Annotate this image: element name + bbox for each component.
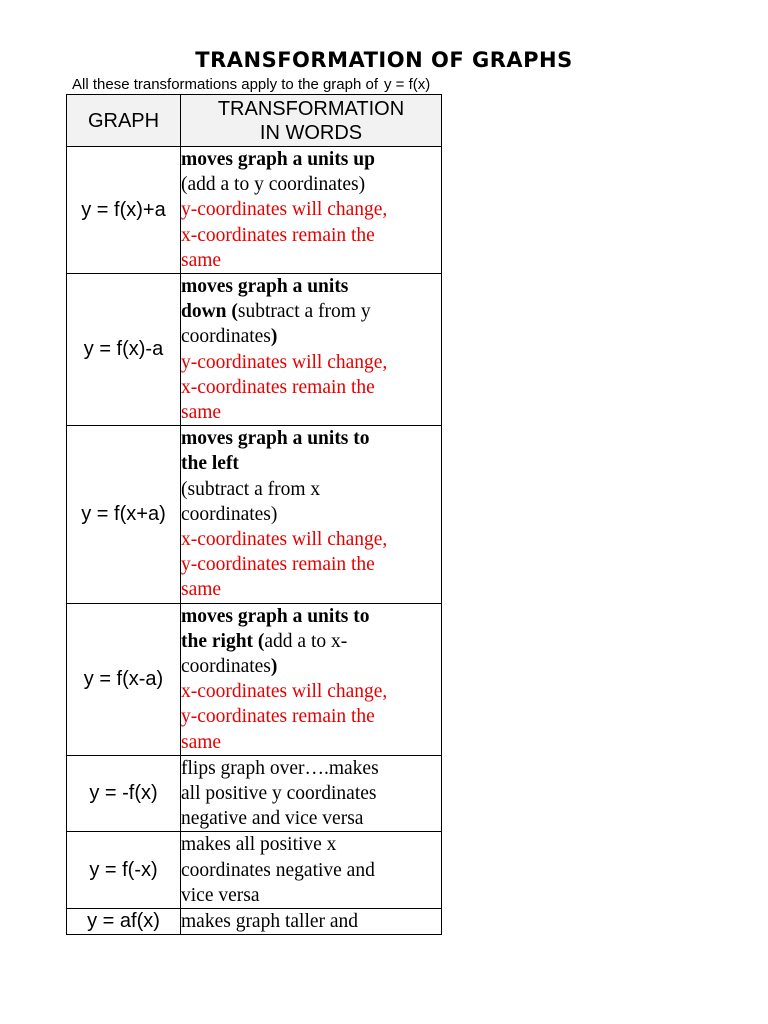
description-text: flips graph over….makes xyxy=(181,757,379,779)
description-text: ) xyxy=(270,656,278,678)
description-text: coordinates negative and xyxy=(181,859,375,881)
description-text: moves graph a units to xyxy=(181,605,370,627)
description-note: y-coordinates remain the xyxy=(181,706,375,728)
description-line xyxy=(181,172,441,197)
table-row xyxy=(67,755,442,832)
graph-cell: y = f(-x) xyxy=(67,832,181,909)
description-text: makes graph taller and xyxy=(181,911,359,933)
description-note: x-coordinates will change, xyxy=(181,529,388,551)
table-row xyxy=(67,909,442,935)
description-line xyxy=(181,654,441,679)
description-text: (subtract a from x xyxy=(181,478,321,500)
document-title: TRANSFORMATION OF GRAPHS xyxy=(195,48,573,72)
description-line xyxy=(181,527,441,552)
description-note: same xyxy=(181,579,222,601)
table-body xyxy=(67,147,442,935)
description-line xyxy=(181,223,441,248)
description-note: same xyxy=(181,249,222,271)
description-text: coordinates) xyxy=(181,503,278,525)
transformation-description xyxy=(181,426,442,603)
table-row xyxy=(67,832,442,909)
description-text: subtract a from y xyxy=(237,301,371,323)
description-line xyxy=(181,730,441,755)
description-text: moves graph a units to xyxy=(181,428,370,450)
description-line xyxy=(181,552,441,577)
description-text: the right ( xyxy=(181,630,265,652)
graph-cell: y = af(x) xyxy=(67,909,181,935)
transformation-table xyxy=(66,94,442,935)
transformation-description xyxy=(181,832,442,909)
description-line xyxy=(181,248,441,273)
table-row xyxy=(67,147,442,274)
transformation-description xyxy=(181,603,442,755)
header-transformation-line2: IN WORDS xyxy=(259,121,363,144)
description-text: moves graph a units xyxy=(181,276,349,298)
description-line xyxy=(181,858,441,883)
description-line xyxy=(181,477,441,502)
transformation-description xyxy=(181,147,442,274)
description-text: coordinates xyxy=(181,326,271,348)
description-line xyxy=(181,883,441,908)
description-line xyxy=(181,502,441,527)
description-note: x-coordinates remain the xyxy=(181,376,375,398)
description-text: moves graph a units up xyxy=(181,149,375,170)
description-text: vice versa xyxy=(181,884,260,906)
header-transformation-line1: TRANSFORMATION xyxy=(217,97,405,120)
table-row xyxy=(67,603,442,755)
subtitle xyxy=(72,75,430,95)
description-note: y-coordinates will change, xyxy=(181,351,388,373)
description-note: y-coordinates will change, xyxy=(181,199,388,221)
description-line xyxy=(181,400,441,425)
description-text: coordinates xyxy=(181,656,271,678)
description-line xyxy=(181,604,441,629)
description-line xyxy=(181,197,441,222)
header-graph: GRAPH xyxy=(67,95,181,147)
description-line xyxy=(181,299,441,324)
description-text: negative and vice versa xyxy=(181,808,364,830)
description-line xyxy=(181,350,441,375)
graph-cell: y = f(x+a) xyxy=(67,426,181,603)
description-line xyxy=(181,909,441,934)
description-line xyxy=(181,375,441,400)
description-line xyxy=(181,756,441,781)
description-line xyxy=(181,832,441,857)
description-line xyxy=(181,704,441,729)
table-header-row xyxy=(67,95,442,147)
description-text: all positive y coordinates xyxy=(181,783,377,805)
transformation-description xyxy=(181,755,442,832)
graph-cell: y = f(x)-a xyxy=(67,274,181,426)
description-line xyxy=(181,679,441,704)
description-line xyxy=(181,426,441,451)
description-text: the left xyxy=(181,453,239,475)
subtitle-function: y = f(x) xyxy=(384,76,431,93)
description-text: makes all positive x xyxy=(181,834,337,856)
description-note: x-coordinates will change, xyxy=(181,681,388,703)
graph-cell: y = f(x)+a xyxy=(67,147,181,274)
description-note: y-coordinates remain the xyxy=(181,554,375,576)
description-line xyxy=(181,806,441,831)
table-row xyxy=(67,426,442,603)
description-line xyxy=(181,629,441,654)
table-row xyxy=(67,274,442,426)
description-line xyxy=(181,274,441,299)
description-line xyxy=(181,781,441,806)
description-note: same xyxy=(181,402,222,424)
description-text: ) xyxy=(270,326,278,348)
description-text: (add a to y coordinates) xyxy=(181,174,366,196)
transformation-description xyxy=(181,909,442,935)
description-line xyxy=(181,147,441,172)
header-transformation xyxy=(181,95,442,147)
subtitle-text: All these transformations apply to the graph of xyxy=(72,76,379,93)
graph-cell: y = -f(x) xyxy=(67,755,181,832)
transformation-description xyxy=(181,274,442,426)
description-line xyxy=(181,577,441,602)
graph-cell: y = f(x-a) xyxy=(67,603,181,755)
description-text: down ( xyxy=(181,301,238,323)
description-note: same xyxy=(181,731,222,753)
description-note: x-coordinates remain the xyxy=(181,224,375,246)
description-line xyxy=(181,451,441,476)
description-line xyxy=(181,324,441,349)
description-text: add a to x- xyxy=(264,630,348,652)
